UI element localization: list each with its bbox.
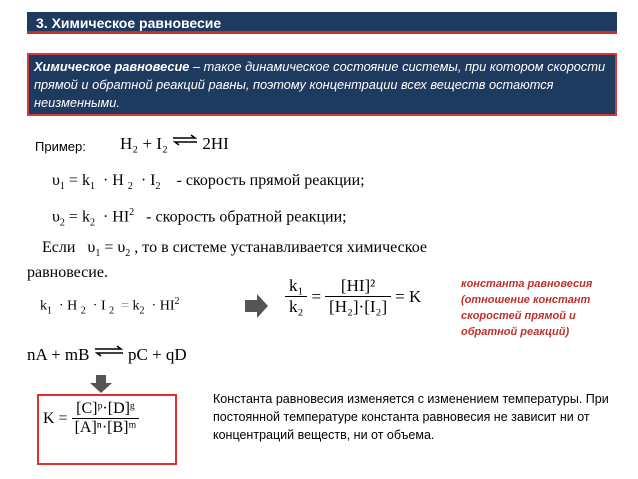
general-num: [C]ᵖ·[D]ᵍ <box>72 400 140 419</box>
temperature-note: Константа равновесия изменяется с изменением температуры. При постоянной температуре константа равновесия не зависит ни от концентраций веществ, ни от объема. <box>213 392 609 442</box>
general-left: nA + mB <box>27 345 90 364</box>
forward-rate-desc: - скорость прямой реакции; <box>176 172 365 189</box>
c-den: [H₂]·[I₂] <box>329 297 388 316</box>
hi-symbol: HI <box>112 208 130 226</box>
h-symbol: H <box>112 172 124 189</box>
rate-equality: $k_1 \cdot H$ $_2$ · I $_2 = k_2 \cdot HI^2$ <box>40 296 180 317</box>
reverse-rate: $\upsilon_2 = k_2 \cdot HI^2$ - скорость обратной реакции; <box>52 207 347 229</box>
subscript: 2 <box>59 217 65 229</box>
subscript: 2 <box>109 305 115 317</box>
right-arrow-icon <box>245 293 269 324</box>
example-equation <box>120 134 229 154</box>
subscript: 1 <box>47 305 52 317</box>
condition-start: Если <box>42 239 76 256</box>
equilibrium-arrows-icon <box>94 342 124 362</box>
forward-rate: $\upsilon_1 = k_1 \cdot H$ $_2 \cdot I_2$ - скорость прямой реакции; <box>52 172 365 193</box>
subscript: 1 <box>59 181 65 193</box>
equals-k: = k <box>68 172 90 189</box>
superscript: 2 <box>174 296 180 307</box>
k-den: k₂ <box>289 297 304 316</box>
equals-sign: = <box>121 298 130 314</box>
k-label: K = <box>43 409 68 427</box>
superscript: 2 <box>129 207 135 218</box>
constant-formula <box>285 276 425 317</box>
constant-note: константа равновесия (отношение констант скоростей прямой и обратной реакций) <box>461 278 593 338</box>
equilibrium-arrows-icon <box>172 131 198 151</box>
subscript: 2 <box>127 181 133 193</box>
subscript: 2 <box>80 305 86 317</box>
k2-symbol: k <box>132 298 140 314</box>
subscript: 1 <box>89 181 95 193</box>
k1-symbol: k <box>40 298 47 314</box>
definition-text <box>34 58 612 112</box>
i-symbol: I <box>100 298 106 314</box>
equilibrium-condition: Если $\upsilon_1 = \upsilon_2$ , то в системе устанавливается химическое <box>42 239 428 260</box>
subscript: 2 <box>139 305 145 317</box>
result-k: = K <box>395 286 422 306</box>
k-num: k₁ <box>285 276 307 297</box>
h-symbol: H <box>67 298 78 314</box>
upsilon-symbol: υ <box>52 172 60 189</box>
example-label: Пример: <box>35 139 86 154</box>
equals-k: = k <box>68 208 90 226</box>
example-left: H₂ + I₂ <box>120 134 168 153</box>
subscript: 2 <box>155 181 161 193</box>
equals: = <box>311 286 322 306</box>
condition-mid: , то в системе устанавливается химическое <box>134 239 428 256</box>
condition-end: равновесие. <box>27 264 108 281</box>
reverse-rate-desc: - скорость обратной реакции; <box>146 208 347 226</box>
constant-fraction-table <box>285 276 425 317</box>
example-right: 2HI <box>202 134 229 153</box>
subscript: 2 <box>89 217 95 229</box>
c-num: [HI]² <box>325 276 391 297</box>
i-symbol: I <box>150 172 156 189</box>
general-fraction-table <box>42 400 139 437</box>
hi-symbol: HI <box>159 298 175 314</box>
general-equation <box>27 345 187 365</box>
definition-body: – такое динамическое состояние системы, при котором скорости прямой и обратной реакций равны, поэтому концентрации всех веществ остаются неизменными. <box>34 59 606 110</box>
page-title: 3. Химическое равновесие <box>36 15 222 31</box>
general-right: pC + qD <box>128 345 187 364</box>
general-k-formula <box>42 400 139 437</box>
definition-term: Химическое равновесие <box>34 59 190 74</box>
upsilon-symbol: υ <box>52 208 60 226</box>
general-den: [A]ⁿ·[B]ᵐ <box>74 419 137 436</box>
